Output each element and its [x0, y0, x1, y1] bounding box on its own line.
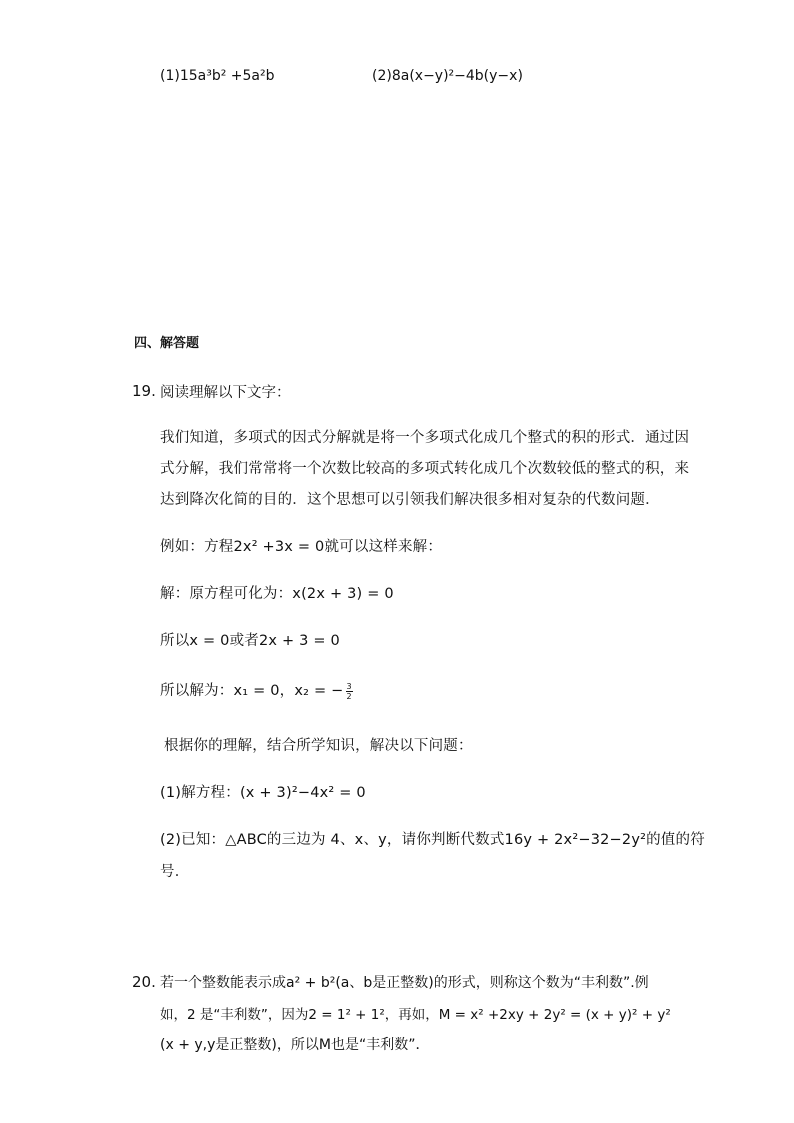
question-19-instruction: 根据你的理解，结合所学知识，解决以下问题： [164, 738, 473, 754]
answer-prefix: 所以解为：x₁ = 0，x₂ = − [160, 683, 344, 699]
question-19-part-1: (1)解方程：(x + 3)²−4x² = 0 [160, 785, 366, 801]
answer-fraction [346, 682, 353, 701]
question-19-paragraph-line-2: 式分解，我们常常将一个次数比较高的多项式转化成几个次数较低的整式的积，来 [160, 461, 690, 477]
question-19-so-line: 所以x = 0或者2x + 3 = 0 [160, 633, 340, 649]
question-20-line-1: 若一个整数能表示成a² + b²(a、b是正整数)的形式，则称这个数为“丰利数”.例 [160, 975, 649, 991]
section-heading: 四、解答题 [134, 336, 200, 351]
question-20-line-2: 如，2 是“丰利数”，因为2 = 1² + 1²，再如，M = x² +2xy + 2y² = (x + y)² + y² [160, 1007, 671, 1023]
question-19-paragraph-line-3: 达到降次化简的目的．这个思想可以引领我们解决很多相对复杂的代数问题． [160, 492, 660, 508]
question-20-number: 20. [132, 973, 156, 991]
question-19-solution: 解：原方程可化为：x(2x + 3) = 0 [160, 586, 394, 602]
problem-1: (1)15a³b² +5a²b [160, 68, 275, 84]
question-19-example: 例如：方程2x² +3x = 0就可以这样来解： [160, 539, 443, 555]
question-20-line-3: (x + y,y是正整数)，所以M也是“丰利数”． [160, 1037, 430, 1053]
question-19-part-2-line-2: 号． [160, 864, 190, 880]
question-19-part-2-line-1: (2)已知：△ABC的三边为 4、x、y，请你判断代数式16y + 2x²−32−2y²的值的符 [160, 832, 705, 848]
fraction-denominator: 2 [346, 691, 352, 701]
question-19-answer [160, 681, 353, 701]
question-19-paragraph-line-1: 我们知道，多项式的因式分解就是将一个多项式化成几个整式的积的形式．通过因 [160, 430, 690, 446]
question-19-number: 19. [132, 382, 156, 400]
problem-2: (2)8a(x−y)²−4b(y−x) [372, 68, 523, 84]
fraction-numerator: 3 [346, 681, 352, 691]
question-19-intro: 阅读理解以下文字： [160, 385, 291, 401]
